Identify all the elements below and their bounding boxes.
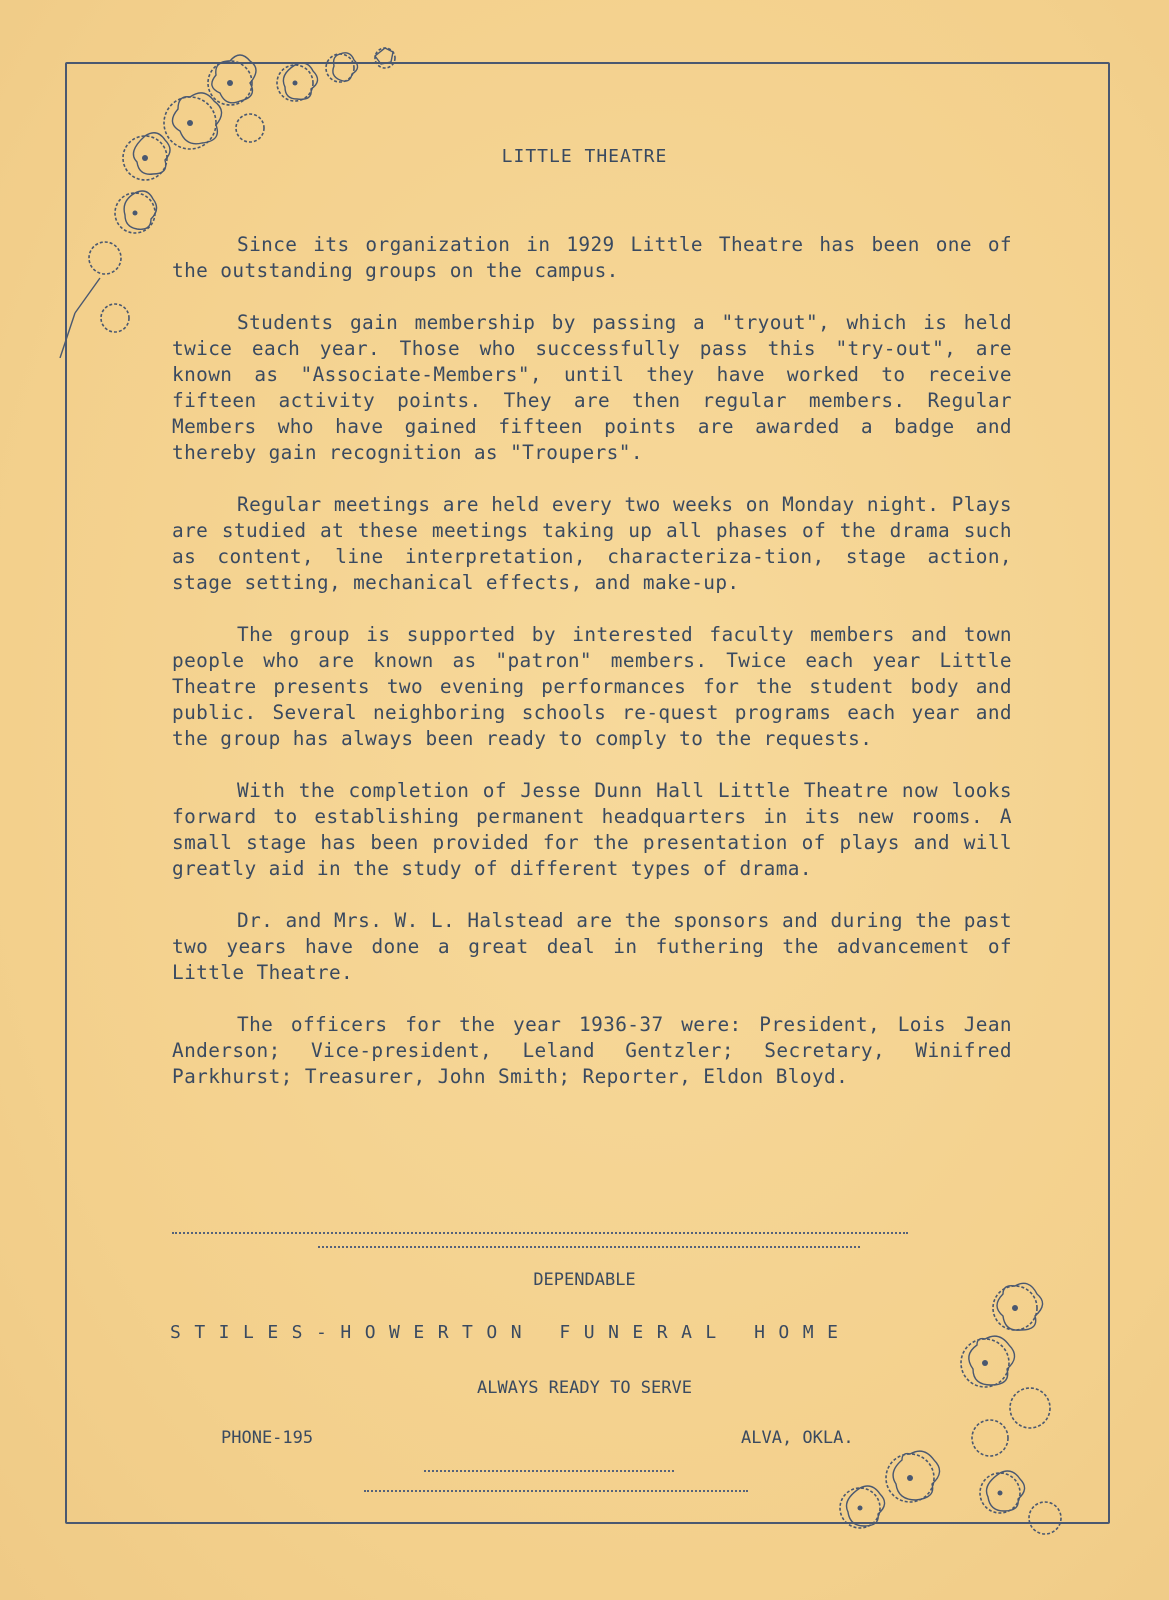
paragraph-history: Since its organization in 1929 Little Theatre has been one of the outstanding groups on the campus.	[172, 233, 1012, 282]
paragraph-officers: The officers for the year 1936-37 were: President, Lois Jean Anderson; Vice-president, Leland Gentzler; Secretary, Winifred Parkhurst; Treasurer, John Smith; Reporter, Eldon Bloyd.	[172, 1013, 1012, 1088]
page-title: LITTLE THEATRE	[501, 146, 668, 167]
divider-dotted	[172, 1232, 908, 1234]
divider-dotted	[364, 1490, 748, 1492]
article-body	[172, 232, 1012, 1116]
ad-phone: PHONE-195	[221, 1428, 314, 1448]
ad-tagline-bottom: ALWAYS READY TO SERVE	[477, 1378, 692, 1398]
ad-city: ALVA, OKLA.	[741, 1428, 854, 1448]
floral-ornament-icon	[760, 1268, 1090, 1578]
paragraph-sponsors: Dr. and Mrs. W. L. Halstead are the sponsors and during the past two years have done a great deal in futhering the advancement of Little Theatre.	[172, 909, 1012, 984]
paragraph-headquarters: With the completion of Jesse Dunn Hall Little Theatre now looks forward to establishing permanent headquarters in its new rooms. A small stage has been provided for the presentation of plays and will greatly aid in the study of different types of drama.	[172, 779, 1012, 880]
paragraph-meetings: Regular meetings are held every two weeks on Monday night. Plays are studied at these meetings taking up all phases of the drama such as content, line interpretation, characteriza-tion, stage action, stage setting, mechanical effects, and make-up.	[172, 493, 1012, 594]
paragraph-support: The group is supported by interested faculty members and town people who are known as "patron" members. Twice each year Little Theatre presents two evening performances for the student body and public. Several neighboring schools re-quest programs each year and the group has always been ready to comply to the requests.	[172, 623, 1012, 750]
divider-dotted	[424, 1470, 674, 1472]
divider-dotted	[318, 1246, 860, 1248]
ad-firm-name: STILES-HOWERTON FUNERAL HOME	[170, 1322, 852, 1343]
ad-tagline-top: DEPENDABLE	[533, 1270, 636, 1290]
paragraph-membership: Students gain membership by passing a "tryout", which is held twice each year. Those who successfully pass this "try-out", are known as "Associate-Members", until they have worked to receive fifteen activity points. They are then regular members. Regular Members who have gained fifteen points are awarded a badge and thereby gain recognition as "Troupers".	[172, 311, 1012, 464]
